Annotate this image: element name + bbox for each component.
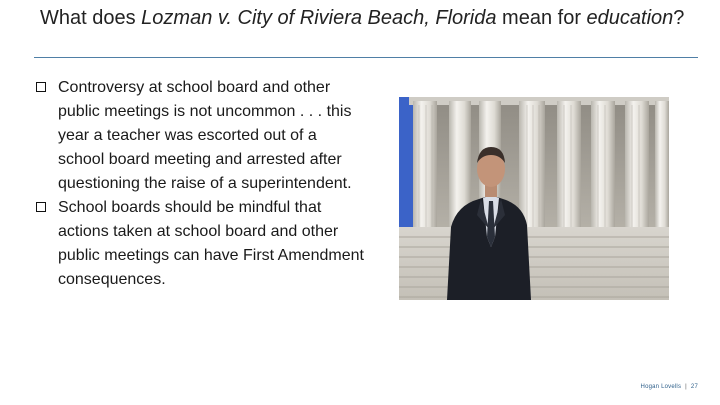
slide-footer — [641, 384, 698, 390]
slide-title — [40, 6, 700, 31]
title-prefix: What does — [40, 7, 142, 29]
footer-brand: Hogan Lovells — [640, 384, 682, 390]
person-in-front-of-columns-photo — [399, 97, 669, 300]
title-divider — [34, 57, 698, 58]
bullet-text: School boards should be mindful that actions taken at school board and other public meetings can have First Amendment consequences. — [58, 199, 364, 288]
title-suffix: ? — [673, 7, 685, 29]
bullet-text: Controversy at school board and other public meetings is not uncommon . . . this year a teacher was escorted out of a school board meeting and arrested after questioning the raise of a superintendent. — [58, 79, 352, 192]
bullet-item — [34, 76, 364, 196]
bullet-item — [34, 196, 364, 292]
title-middle: mean for — [496, 7, 587, 29]
courthouse-photo — [399, 97, 669, 300]
checkbox-bullet-icon — [36, 82, 46, 92]
footer-separator: | — [685, 384, 687, 390]
page-number: 27 — [690, 384, 698, 390]
title-last-word: education — [586, 7, 674, 29]
bullet-list — [34, 76, 364, 292]
title-case-name: Lozman v. City of Riviera Beach, Florida — [141, 7, 497, 29]
checkbox-bullet-icon — [36, 202, 46, 212]
